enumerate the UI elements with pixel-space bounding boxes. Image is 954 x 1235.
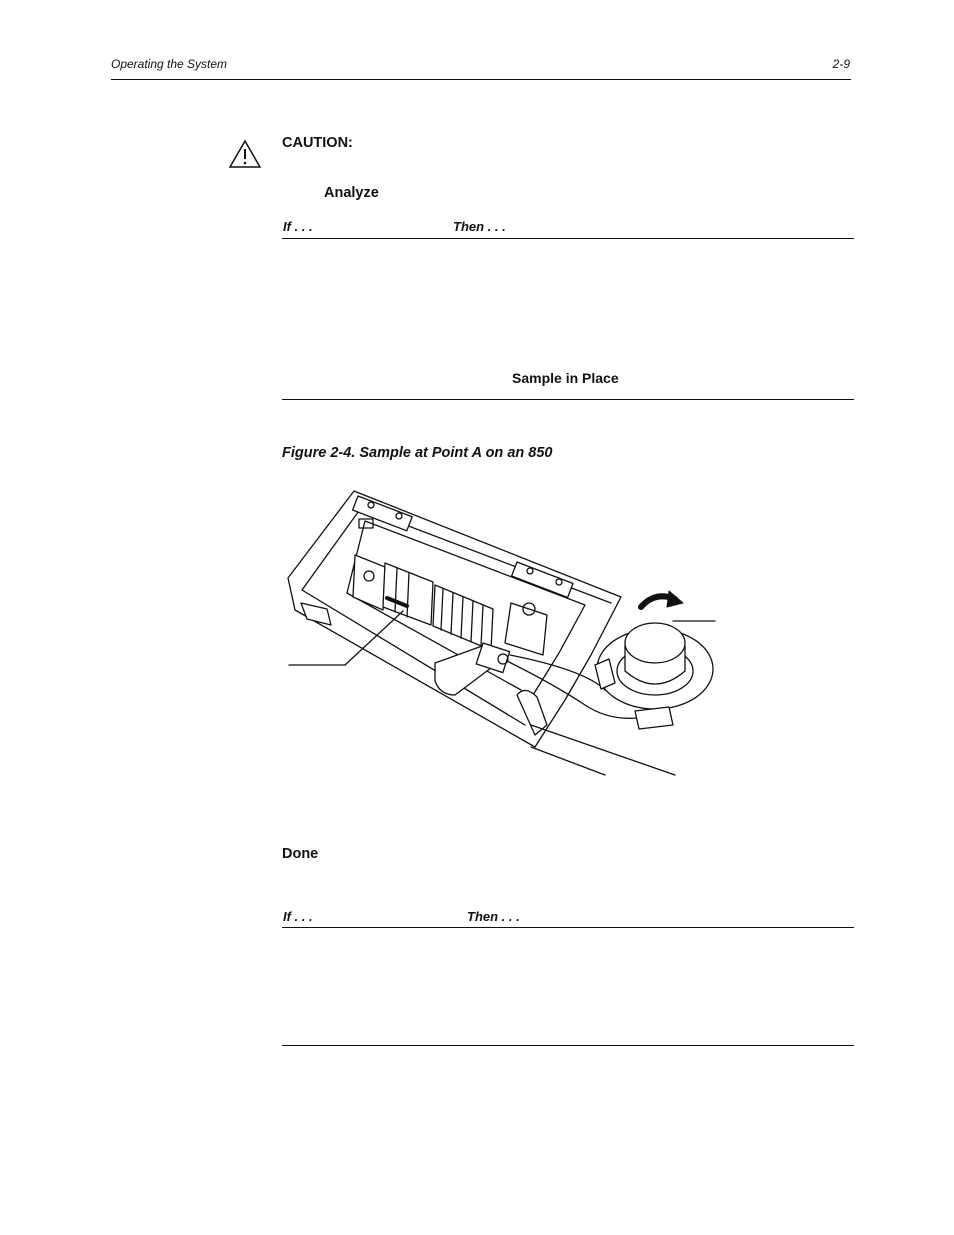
analyze-label: Analyze (324, 185, 379, 201)
table1-cell-text: Sample in Place (512, 370, 619, 386)
running-header-title: Operating the System (111, 57, 228, 71)
table1-header-then: Then . . . (453, 219, 506, 234)
table1-header-if: If . . . (283, 219, 313, 234)
table2-bottom-rule (282, 1045, 854, 1046)
page-number: 2-9 (832, 57, 850, 71)
header-rule (111, 79, 851, 80)
figure-caption: Figure 2-4. Sample at Point A on an 850 (282, 445, 553, 461)
caution-label: CAUTION: (282, 135, 353, 151)
table1-bottom-rule (282, 399, 854, 400)
table2-header-then: Then . . . (467, 909, 520, 924)
done-label: Done (282, 846, 319, 862)
table1-header-rule (282, 238, 854, 239)
figure-illustration (285, 485, 725, 785)
table2-header-rule (282, 927, 854, 928)
table2-header-if: If . . . (283, 909, 313, 924)
warning-triangle-icon (228, 139, 262, 174)
